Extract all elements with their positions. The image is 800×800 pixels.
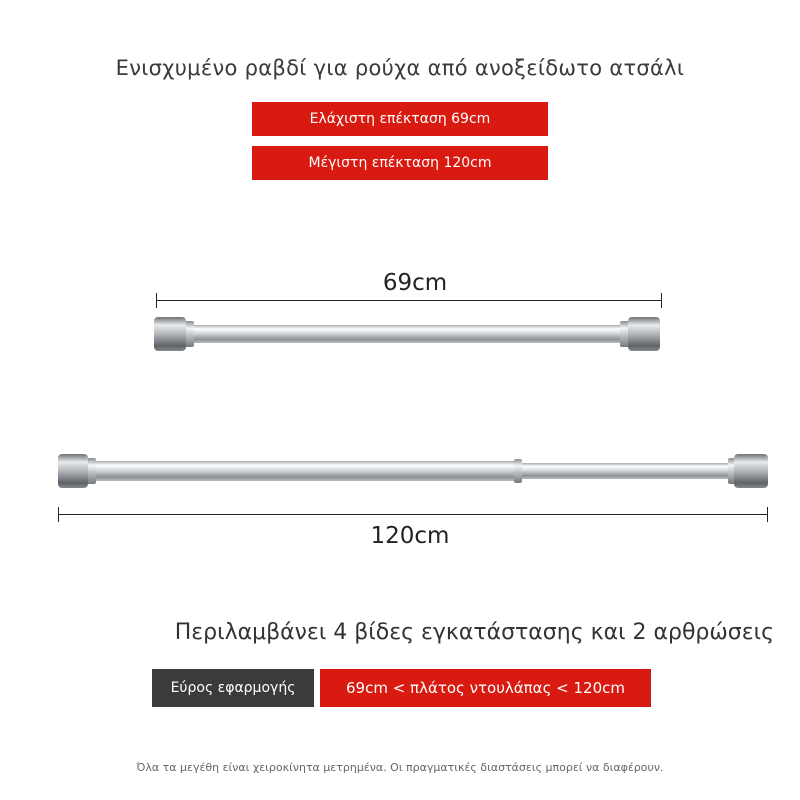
short-rod-dimension-line [156,291,662,311]
range-label-badge: Εύρος εφαρμογής [152,669,314,707]
rod-inner-tube [520,463,740,479]
dimension-line [58,514,768,515]
long-rod-dimension-label: 120cm [370,523,450,549]
dimension-tick-right [767,507,768,522]
rod-end-cap-left [58,454,88,488]
max-extension-badge: Μέγιστη επέκταση 120cm [252,146,548,180]
range-value-badge: 69cm < πλάτος ντουλάπας < 120cm [320,669,651,707]
dimension-line [156,300,662,301]
rod-tube [184,325,630,343]
rod-end-cap-right [734,454,768,488]
rod-outer-tube [86,461,522,481]
short-rod-image [154,316,660,352]
product-title: Ενισχυμένο ραβδί για ρούχα από ανοξείδωτο ατσάλι [115,56,685,80]
rod-end-cap-left [154,317,186,351]
long-rod-image [58,453,768,489]
long-rod-dimension-line [58,505,768,525]
includes-text: Περιλαμβάνει 4 βίδες εγκατάστασης και 2 αρθρώσεις [174,620,774,645]
short-rod-dimension-label: 69cm [382,270,448,296]
rod-joint-collar [514,459,522,483]
measurement-disclaimer: Όλα τα μεγέθη είναι χειροκίνητα μετρημένα. Οι πραγματικές διαστάσεις μπορεί να διαφέρουν. [136,761,664,774]
rod-end-cap-right [628,317,660,351]
min-extension-badge: Ελάχιστη επέκταση 69cm [252,102,548,136]
dimension-tick-right [661,293,662,308]
